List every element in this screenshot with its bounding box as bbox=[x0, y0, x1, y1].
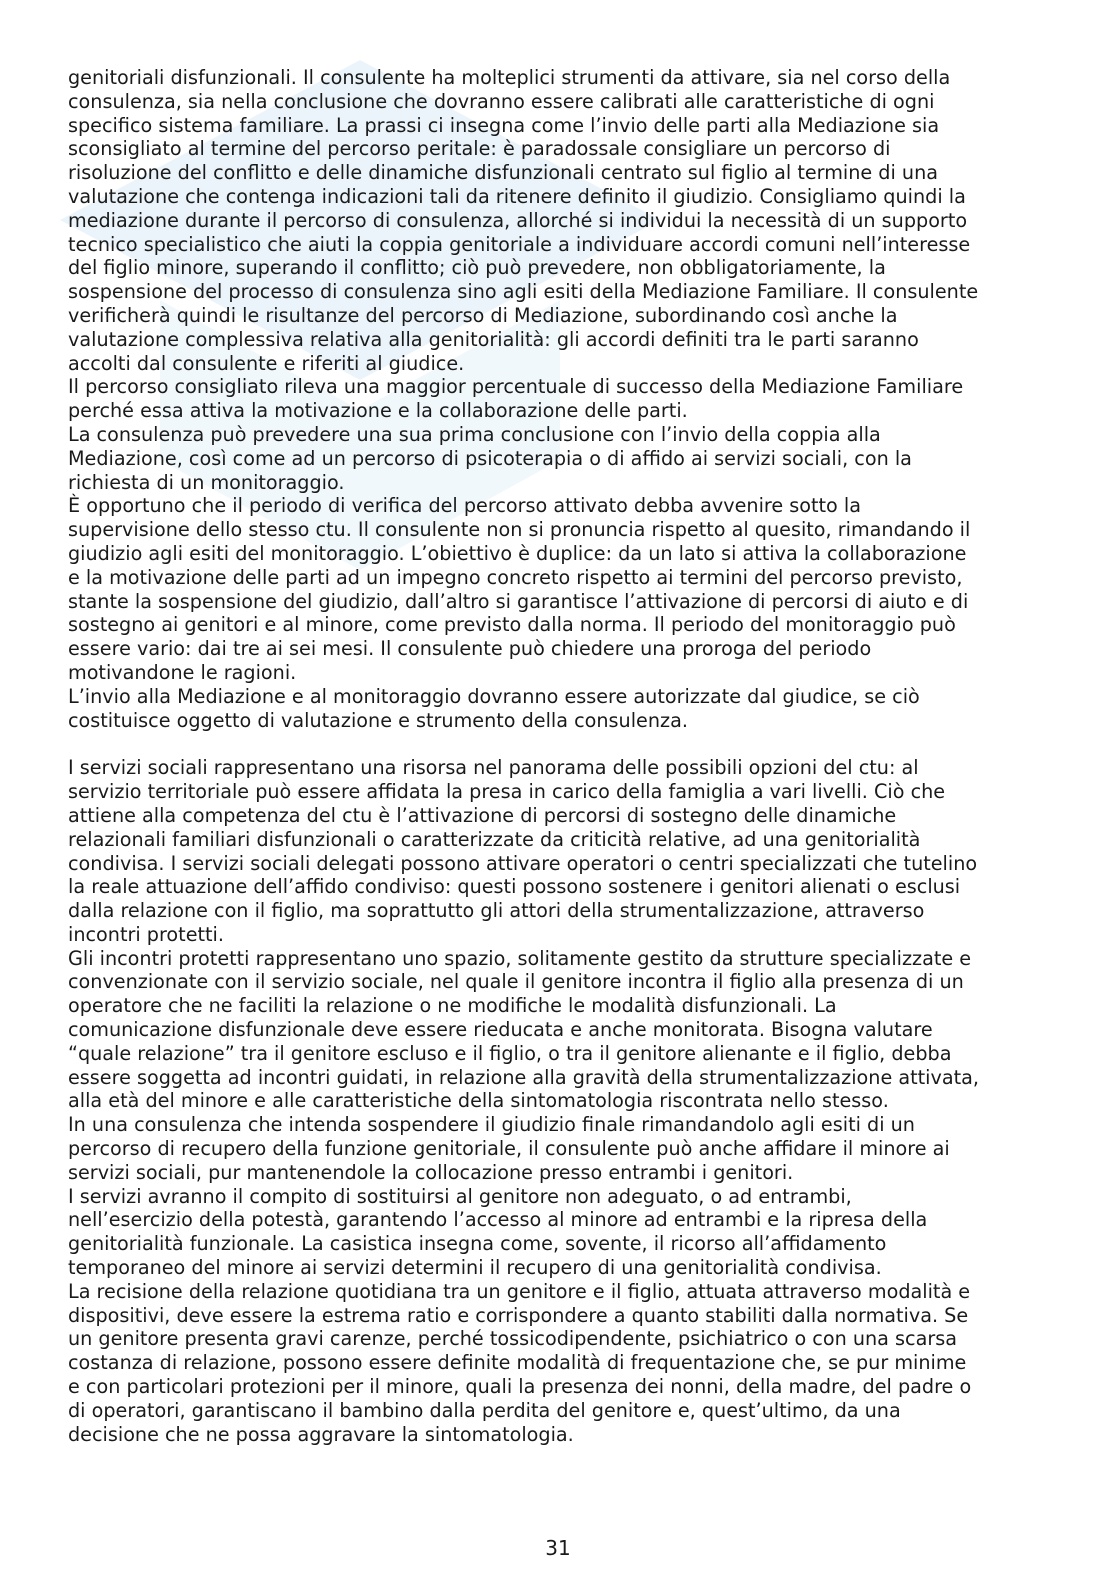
paragraph-3: La consulenza può prevedere una sua prima conclusione con l’invio della coppia alla Mediazione, così come ad un percorso di psicoterapia o di affido ai servizi sociali, con la richiesta di un monitoraggio. bbox=[68, 422, 912, 494]
paragraph-7: Gli incontri protetti rappresentano uno spazio, solitamente gestito da strutture specializzate e convenzionate con il servizio sociale, nel quale il genitore incontra il figlio alla presenza di un operatore che ne faciliti la relazione o ne modifiche le modalità disfunzionali. La comunicazione disfunzionale deve essere rieducata e anche monitorata. Bisogna valutare “quale relazione” tra il genitore escluso e il figlio, o tra il genitore alienante e il figlio, debba essere soggetta ad incontri guidati, in relazione alla gravità della strumentalizzazione attivata, alla età del minore e alle caratteristiche della sintomatologia riscontrata nello stesso. bbox=[68, 946, 979, 1113]
paragraph-6: I servizi sociali rappresentano una risorsa nel panorama delle possibili opzioni del ctu: al servizio territoriale può essere affidata la presa in carico della famiglia a vari livelli. Ciò che attiene alla competenza del ctu è l’attivazione di percorsi di sostegno delle dinamiche relazionali familiari disfunzionali o caratterizzate da criticità relative, ad una genitorialità condivisa. I servizi sociali delegati possono attivare operatori o centri specializzati che tutelino la reale attuazione dell’affido condiviso: questi possono sostenere i genitori alienati o esclusi dalla relazione con il figlio, ma soprattutto gli attori della strumentalizzazione, attraverso incontri protetti. bbox=[68, 756, 978, 946]
paragraph-9: I servizi avranno il compito di sostituirsi al genitore non adeguato, o ad entrambi, nell’esercizio della potestà, garantendo l’accesso al minore ad entrambi e la ripresa della genitorialità funzionale. La casistica insegna come, sovente, il ricorso all’affidamento temporaneo del minore ai servizi determini il recupero di una genitorialità condivisa. bbox=[68, 1184, 928, 1280]
paragraph-1: genitoriali disfunzionali. Il consulente ha molteplici strumenti da attivare, sia nel corso della consulenza, sia nella conclusione che dovranno essere calibrati alle caratteristiche di ogni specifico sistema familiare. La prassi ci insegna come l’invio delle parti alla Mediazione sia sconsigliato al termine del percorso peritale: è paradossale consigliare un percorso di risoluzione del conflitto e delle dinamiche disfunzionali centrato sul figlio al termine di una valutazione che contenga indicazioni tali da ritenere definito il giudizio. Consigliamo quindi la mediazione durante il percorso di consulenza, allorché si individui la necessità di un supporto tecnico specialistico che aiuti la coppia genitoriale a individuare accordi comuni nell’interesse del figlio minore, superando il conflitto; ciò può prevedere, non obbligatoriamente, la sospensione del processo di consulenza sino agli esiti della Mediazione Familiare. Il consulente verificherà quindi le risultanze del percorso di Mediazione, subordinando così anche la valutazione complessiva relativa alla genitorialità: gli accordi definiti tra le parti saranno accolti dal consulente e riferiti al giudice. bbox=[68, 66, 979, 375]
paragraph-2: Il percorso consigliato rileva una maggior percentuale di successo della Mediazione Familiare perché essa attiva la motivazione e la collaborazione delle parti. bbox=[68, 375, 964, 423]
page-number: 31 bbox=[545, 1536, 571, 1560]
document-page bbox=[68, 66, 1056, 1446]
paragraph-8: In una consulenza che intenda sospendere il giudizio finale rimandandolo agli esiti di un percorso di recupero della funzione genitoriale, il consulente può anche affidare il minore ai servizi sociali, pur mantenendole la collocazione presso entrambi i genitori. bbox=[68, 1113, 950, 1184]
paragraph-4: È opportuno che il periodo di verifica del percorso attivato debba avvenire sotto la supervisione dello stesso ctu. Il consulente non si pronuncia rispetto al quesito, rimandando il giudizio agli esiti del monitoraggio. L’obiettivo è duplice: da un lato si attiva la collaborazione e la motivazione delle parti ad un impegno concreto rispetto ai termini del percorso previsto, stante la sospensione del giudizio, dall’altro si garantisce l’attivazione di percorsi di aiuto e di sostegno ai genitori e al minore, come previsto dalla norma. Il periodo del monitoraggio può essere vario: dai tre ai sei mesi. Il consulente può chiedere una proroga del periodo motivandone le ragioni. bbox=[68, 494, 971, 684]
paragraph-5: L’invio alla Mediazione e al monitoraggio dovranno essere autorizzate dal giudice, se ciò costituisce oggetto di valutazione e strumento della consulenza. bbox=[68, 684, 920, 732]
paragraph-10: La recisione della relazione quotidiana tra un genitore e il figlio, attuata attraverso modalità e dispositivi, deve essere la estrema ratio e corrispondere a quanto stabiliti dalla normativa. Se un genitore presenta gravi carenze, perché tossicodipendente, psichiatrico o con una scarsa costanza di relazione, possono essere definite modalità di frequentazione che, se pur minime e con particolari protezioni per il minore, quali la presenza dei nonni, della madre, del padre o di operatori, garantiscano il bambino dalla perdita del genitore e, quest’ultimo, da una decisione che ne possa aggravare la sintomatologia. bbox=[68, 1279, 972, 1446]
